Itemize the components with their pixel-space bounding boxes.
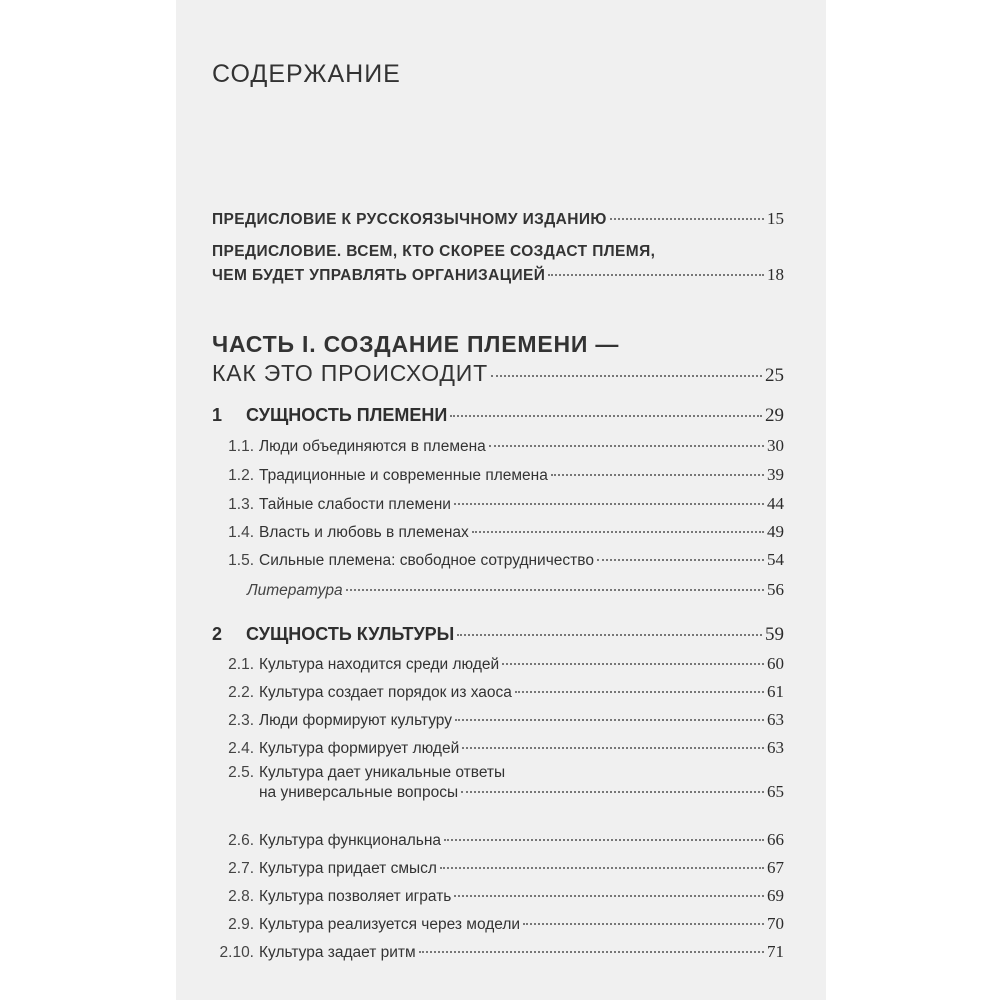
dot-leader (502, 663, 764, 665)
page-number: 25 (765, 365, 784, 386)
section-number: 2.9. (228, 916, 254, 933)
toc-section[interactable] (212, 738, 784, 758)
toc-section[interactable] (212, 654, 784, 674)
entry-title-line1: ПРЕДИСЛОВИЕ. ВСЕМ, КТО СКОРЕЕ СОЗДАСТ ПЛЕМЯ, (212, 243, 656, 260)
toc-section[interactable] (212, 436, 784, 456)
section-number: 2.2. (228, 684, 254, 701)
toc-entry-part-1[interactable] (212, 331, 784, 387)
toc-entry-chapter-2[interactable] (212, 624, 784, 646)
section-number: 1.4. (228, 524, 254, 541)
section-title-line2: на универсальные вопросы (259, 784, 459, 801)
dot-leader (523, 923, 764, 925)
page-number: 65 (767, 782, 784, 801)
section-title-line1: Культура дает уникальные ответы (259, 764, 506, 781)
page-number: 70 (767, 914, 784, 933)
page-number: 49 (767, 522, 784, 541)
section-title: Традиционные и современные племена (259, 467, 548, 484)
section-title: Культура находится среди людей (259, 656, 500, 673)
toc-section[interactable] (212, 942, 784, 962)
dot-leader (610, 218, 764, 220)
page-number: 56 (767, 580, 784, 599)
toc-section[interactable] (212, 550, 784, 570)
dot-leader (346, 589, 764, 591)
dot-leader (515, 691, 764, 693)
toc-section[interactable] (212, 764, 784, 802)
section-number: 1.1. (228, 438, 254, 455)
dot-leader (457, 634, 762, 636)
dot-leader (454, 503, 764, 505)
page-number: 29 (765, 405, 784, 426)
dot-leader (472, 531, 764, 533)
page-number: 66 (767, 830, 784, 849)
page-number: 30 (767, 436, 784, 455)
dot-leader (461, 791, 764, 793)
toc-entry-chapter-1[interactable] (212, 405, 784, 427)
section-title: Культура позволяет играть (259, 888, 452, 905)
dot-leader (440, 867, 764, 869)
toc-section[interactable] (212, 522, 784, 542)
dot-leader (548, 274, 764, 276)
section-number: 2.1. (228, 656, 254, 673)
chapter-title (212, 624, 454, 645)
page-number: 59 (765, 624, 784, 645)
part-title-line2: КАК ЭТО ПРОИСХОДИТ (212, 360, 488, 386)
dot-leader (454, 895, 764, 897)
section-title: Культура задает ритм (259, 944, 416, 961)
section-number: 2.7. (228, 860, 254, 877)
toc-section[interactable] (212, 710, 784, 730)
toc-section[interactable] (212, 682, 784, 702)
literature-title: Литература (247, 582, 343, 599)
dot-leader (597, 559, 764, 561)
section-number: 2.4. (228, 740, 254, 757)
section-number: 2.6. (228, 832, 254, 849)
section-number: 2.8. (228, 888, 254, 905)
entry-title-line2: ЧЕМ БУДЕТ УПРАВЛЯТЬ ОРГАНИЗАЦИЕЙ (212, 267, 546, 284)
toc-section[interactable] (212, 494, 784, 514)
section-title: Сильные племена: свободное сотрудничество (259, 552, 594, 569)
dot-leader (419, 951, 764, 953)
entry-title: ПРЕДИСЛОВИЕ К РУССКОЯЗЫЧНОМУ ИЗДАНИЮ (212, 211, 607, 228)
section-title: Тайные слабости племени (259, 496, 451, 513)
toc-title: СОДЕРЖАНИЕ (212, 60, 401, 88)
part-title-line1: ЧАСТЬ I. СОЗДАНИЕ ПЛЕМЕНИ — (212, 331, 620, 357)
section-title: Власть и любовь в племенах (259, 524, 469, 541)
page-number: 63 (767, 738, 784, 757)
page-number: 15 (767, 209, 784, 228)
dot-leader (455, 719, 764, 721)
toc-section[interactable] (212, 886, 784, 906)
page-number: 69 (767, 886, 784, 905)
section-number: 2.5. (228, 764, 254, 781)
chapter-number: 2 (212, 624, 223, 644)
page-number: 60 (767, 654, 784, 673)
toc-entry-preface[interactable] (212, 243, 784, 285)
section-title: Культура создает порядок из хаоса (259, 684, 512, 701)
section-title: Культура формирует людей (259, 740, 460, 757)
toc-section[interactable] (212, 465, 784, 485)
page-number: 71 (767, 942, 784, 961)
page-number: 61 (767, 682, 784, 701)
section-title: Люди объединяются в племена (259, 438, 486, 455)
section-number: 1.2. (228, 467, 254, 484)
page-number: 63 (767, 710, 784, 729)
chapter-title-text: СУЩНОСТЬ ПЛЕМЕНИ (246, 405, 448, 425)
page-number: 39 (767, 465, 784, 484)
section-title: Культура придает смысл (259, 860, 437, 877)
toc-section[interactable] (212, 858, 784, 878)
dot-leader (491, 375, 762, 377)
dot-leader (551, 474, 764, 476)
toc-literature[interactable] (247, 580, 784, 600)
dot-leader (462, 747, 764, 749)
page-number: 44 (767, 494, 784, 513)
section-title: Люди формируют культуру (259, 712, 452, 729)
chapter-number: 1 (212, 405, 223, 425)
dot-leader (444, 839, 764, 841)
page-number: 54 (767, 550, 784, 569)
section-number: 2.10. (219, 944, 254, 961)
chapter-title (212, 405, 447, 426)
chapter-title-text: СУЩНОСТЬ КУЛЬТУРЫ (246, 624, 455, 644)
dot-leader (489, 445, 764, 447)
toc-section[interactable] (212, 830, 784, 850)
section-number: 1.5. (228, 552, 254, 569)
page-number: 67 (767, 858, 784, 877)
toc-entry-preface-ru[interactable] (212, 209, 784, 229)
section-title: Культура функциональна (259, 832, 442, 849)
toc-section[interactable] (212, 914, 784, 934)
dot-leader (450, 415, 762, 417)
section-number: 1.3. (228, 496, 254, 513)
section-number: 2.3. (228, 712, 254, 729)
page-number: 18 (767, 265, 784, 284)
section-title: Культура реализуется через модели (259, 916, 521, 933)
